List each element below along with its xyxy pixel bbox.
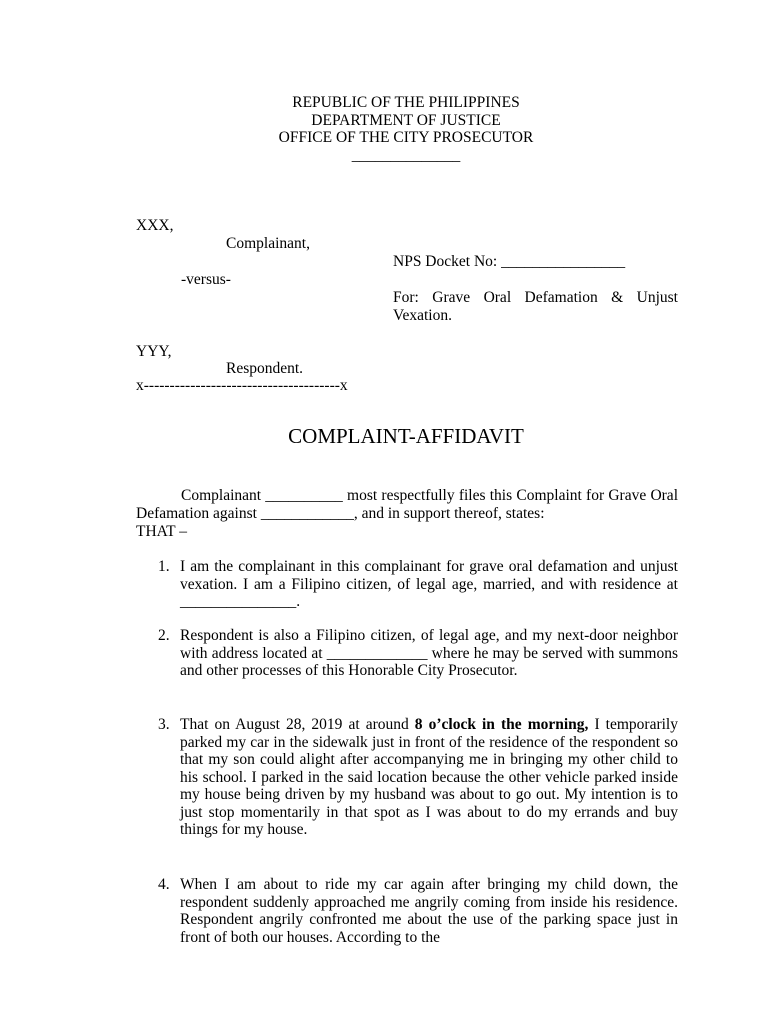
versus-label: -versus- xyxy=(181,271,231,288)
item-text-bold: 8 o’clock in the morning, xyxy=(414,716,589,733)
docket-number: NPS Docket No: ________________ xyxy=(393,253,626,270)
document-title: COMPLAINT-AFFIDAVIT xyxy=(288,424,524,448)
that-label: THAT – xyxy=(136,523,187,540)
document-header xyxy=(0,94,768,164)
item-number: 3. xyxy=(158,716,170,733)
item-number: 1. xyxy=(158,558,170,575)
list-item xyxy=(158,627,678,680)
complainant-name: XXX, xyxy=(136,217,174,234)
item-text: I am the complainant in this complainant for grave oral defamation and unjust vexation. I am a Filipino citizen, of legal age, married, and with residence at _______________. xyxy=(180,558,678,610)
header-republic: REPUBLIC OF THE PHILIPPINES xyxy=(292,94,520,111)
item-number: 2. xyxy=(158,627,170,644)
complainant-role: Complainant, xyxy=(226,235,310,252)
caption-divider: x--------------------------------------x xyxy=(136,377,348,394)
intro-paragraph: Complainant __________ most respectfully files this Complaint for Grave Oral Defamation against ____________, and in support thereof, states: xyxy=(136,487,678,522)
list-item xyxy=(158,558,678,611)
respondent-name: YYY, xyxy=(136,343,172,360)
list-item xyxy=(158,876,678,946)
item-text-rest: I temporarily parked my car in the sidewalk just in front of the residence of the respondent so that my son could alight after accompanying me in bringing my other child to his school. I parked in the said location because the other vehicle parked inside my house being driven by my husband was about to go out. My intention is to just stop momentarily in that spot as I was about to do my errands and buy things for my house. xyxy=(180,716,678,838)
item-text: When I am about to ride my car again after bringing my child down, the respondent suddenly approached me angrily coming from inside his residence. Respondent angrily confronted me about the use of the parking space just in front of both our houses. According to the xyxy=(180,876,678,946)
header-city-blank: ______________ xyxy=(351,146,461,164)
header-department: DEPARTMENT OF JUSTICE xyxy=(311,111,501,129)
item-text: Respondent is also a Filipino citizen, of legal age, and my next-door neighbor with address located at _____________ where he may be served with summons and other processes of this Honorable City Prosecutor. xyxy=(180,627,678,679)
respondent-role: Respondent. xyxy=(226,360,304,377)
charge-description: For: Grave Oral Defamation & Unjust Vexation. xyxy=(393,289,678,324)
item-text xyxy=(180,716,678,839)
item-text-lead: That on August 28, 2019 at around xyxy=(180,716,415,733)
item-number: 4. xyxy=(158,876,170,893)
header-office: OFFICE OF THE CITY PROSECUTOR xyxy=(278,129,534,146)
list-item xyxy=(158,716,678,839)
